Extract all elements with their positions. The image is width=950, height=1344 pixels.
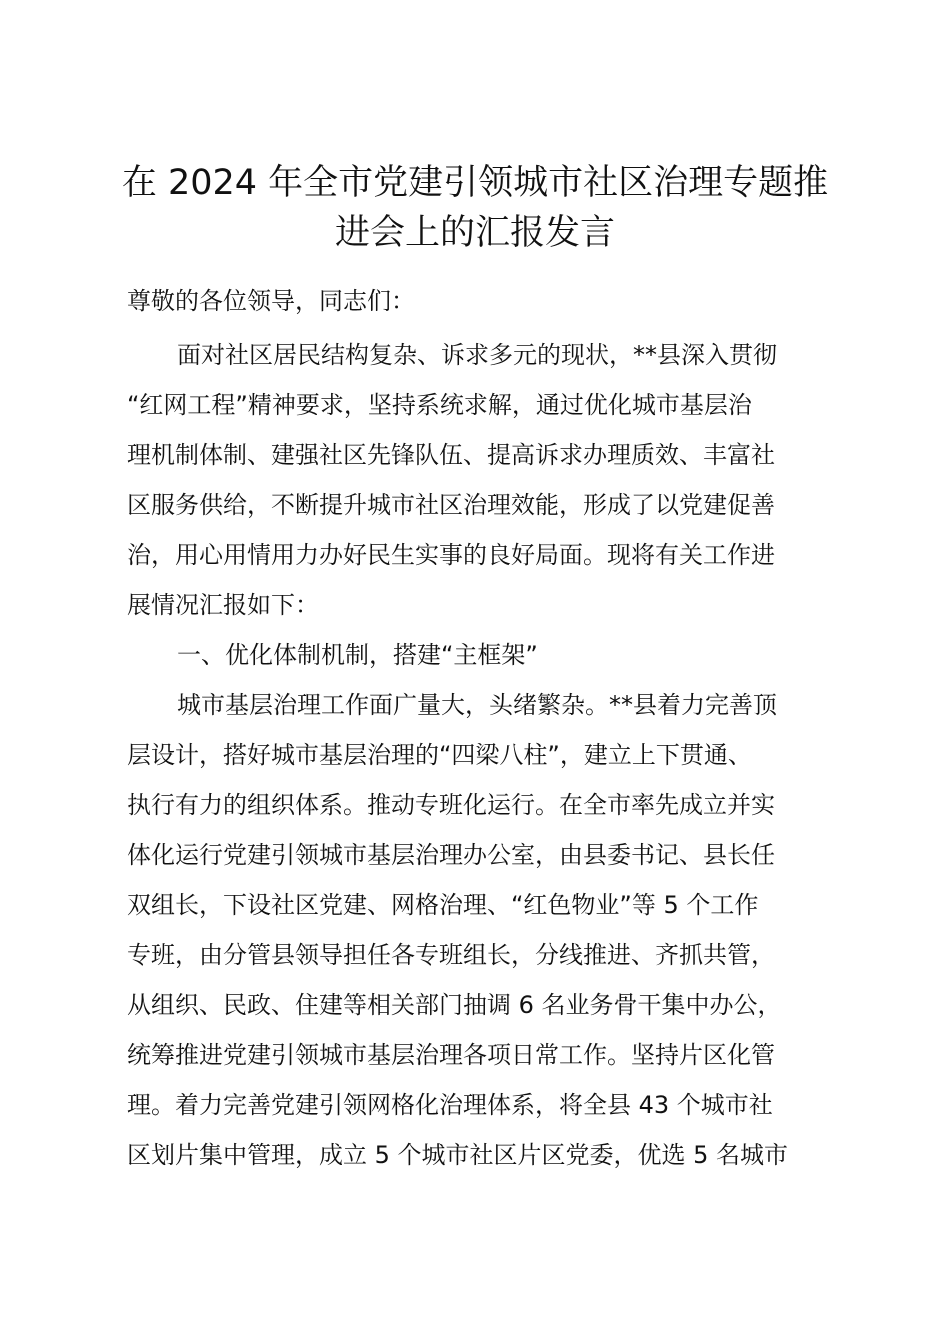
paragraph-line: 治，用心用情用力办好民生实事的良好局面。现将有关工作进 bbox=[127, 541, 775, 569]
title-line: 在 2024 年全市党建引领城市社区治理专题推 bbox=[121, 163, 829, 203]
paragraph-line: 专班，由分管县领导担任各专班组长，分线推进、齐抓共管， bbox=[127, 941, 775, 969]
paragraph-line: 区划片集中管理，成立 5 个城市社区片区党委，优选 5 名城市 bbox=[127, 1141, 789, 1169]
paragraph-line: 理机制体制、建强社区先锋队伍、提高诉求办理质效、丰富社 bbox=[127, 441, 775, 469]
paragraph-line: 展情况汇报如下： bbox=[127, 591, 319, 619]
paragraph-line: 从组织、民政、住建等相关部门抽调 6 名业务骨干集中办公， bbox=[127, 991, 782, 1019]
paragraph-line: 理。着力完善党建引领网格化治理体系，将全县 43 个城市社 bbox=[127, 1091, 773, 1119]
paragraph-line: 统筹推进党建引领城市基层治理各项日常工作。坚持片区化管 bbox=[127, 1041, 775, 1069]
title-line: 进会上的汇报发言 bbox=[334, 213, 615, 253]
paragraph-line: 城市基层治理工作面广量大，头绪繁杂。**县着力完善顶 bbox=[177, 691, 777, 719]
paragraph-line: 区服务供给，不断提升城市社区治理效能，形成了以党建促善 bbox=[127, 491, 775, 519]
paragraph-line: 面对社区居民结构复杂、诉求多元的现状，**县深入贯彻 bbox=[177, 341, 777, 369]
paragraph-line: 执行有力的组织体系。推动专班化运行。在全市率先成立并实 bbox=[127, 791, 775, 819]
paragraph-line: 双组长，下设社区党建、网格治理、“红色物业”等 5 个工作 bbox=[127, 891, 759, 919]
section-heading: 一、优化体制机制，搭建“主框架” bbox=[177, 641, 538, 669]
document-title bbox=[100, 158, 850, 258]
paragraph-line: 体化运行党建引领城市基层治理办公室，由县委书记、县长任 bbox=[127, 841, 775, 869]
salutation: 尊敬的各位领导，同志们： bbox=[127, 287, 415, 315]
paragraph-line: 层设计，搭好城市基层治理的“四梁八柱”，建立上下贯通、 bbox=[127, 741, 752, 769]
paragraph-line: “红网工程”精神要求，坚持系统求解，通过优化城市基层治 bbox=[127, 391, 752, 419]
